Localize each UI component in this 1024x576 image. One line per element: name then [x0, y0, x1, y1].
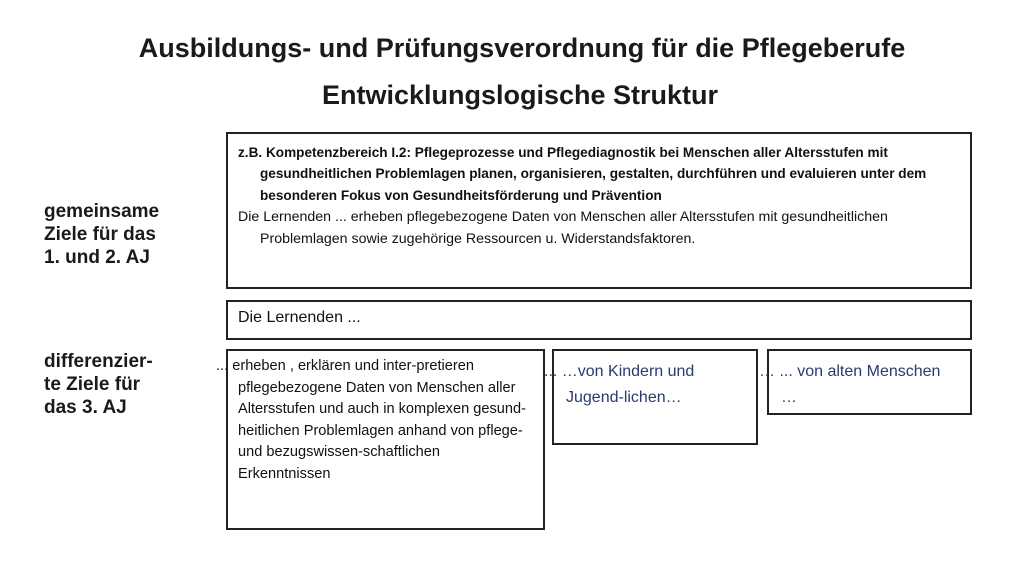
competence-heading: z.B. Kompetenzbereich I.2: Pflegeprozesse und Pflegediagnostik bei Menschen aller Altersstufen mit gesundheitlichen Problemlagen planen, organisieren, gestalten, durchführen und evaluieren unter dem besonderen Fokus von Gesundheitsförderung und Prävention — [238, 145, 927, 203]
page-subtitle: Entwicklungslogische Struktur — [321, 80, 719, 110]
general-goal-box: ... erheben , erklären und inter-pretieren pflegebezogene Daten von Menschen aller Altersstufen und auch in komplexen gesund-heitlichen Problemlagen anhand von pflege- und bezugswissen-schaftlichen Erkenntnissen — [226, 349, 545, 530]
elderly-goal-box: … ... von alten Menschen … — [767, 349, 972, 415]
competence-box — [226, 132, 972, 289]
competence-text: Die Lernenden ... erheben pflegebezogene Daten von Menschen aller Altersstufen mit gesundheitlichen Problemlagen sowie zugehörige Ressourcen u. Widerstandsfaktoren. — [238, 209, 888, 248]
children-goal-box: ... …von Kindern und Jugend-lichen… — [552, 349, 758, 445]
label-shared-goals: gemeinsame Ziele für das 1. und 2. AJ — [44, 201, 160, 268]
page-title: Ausbildungs- und Prüfungsverordnung für die Pflegeberufe — [138, 33, 906, 63]
learners-box: Die Lernenden ... — [226, 300, 972, 340]
label-differentiated-goals: differenzier- te Ziele für das 3. AJ — [44, 351, 153, 418]
